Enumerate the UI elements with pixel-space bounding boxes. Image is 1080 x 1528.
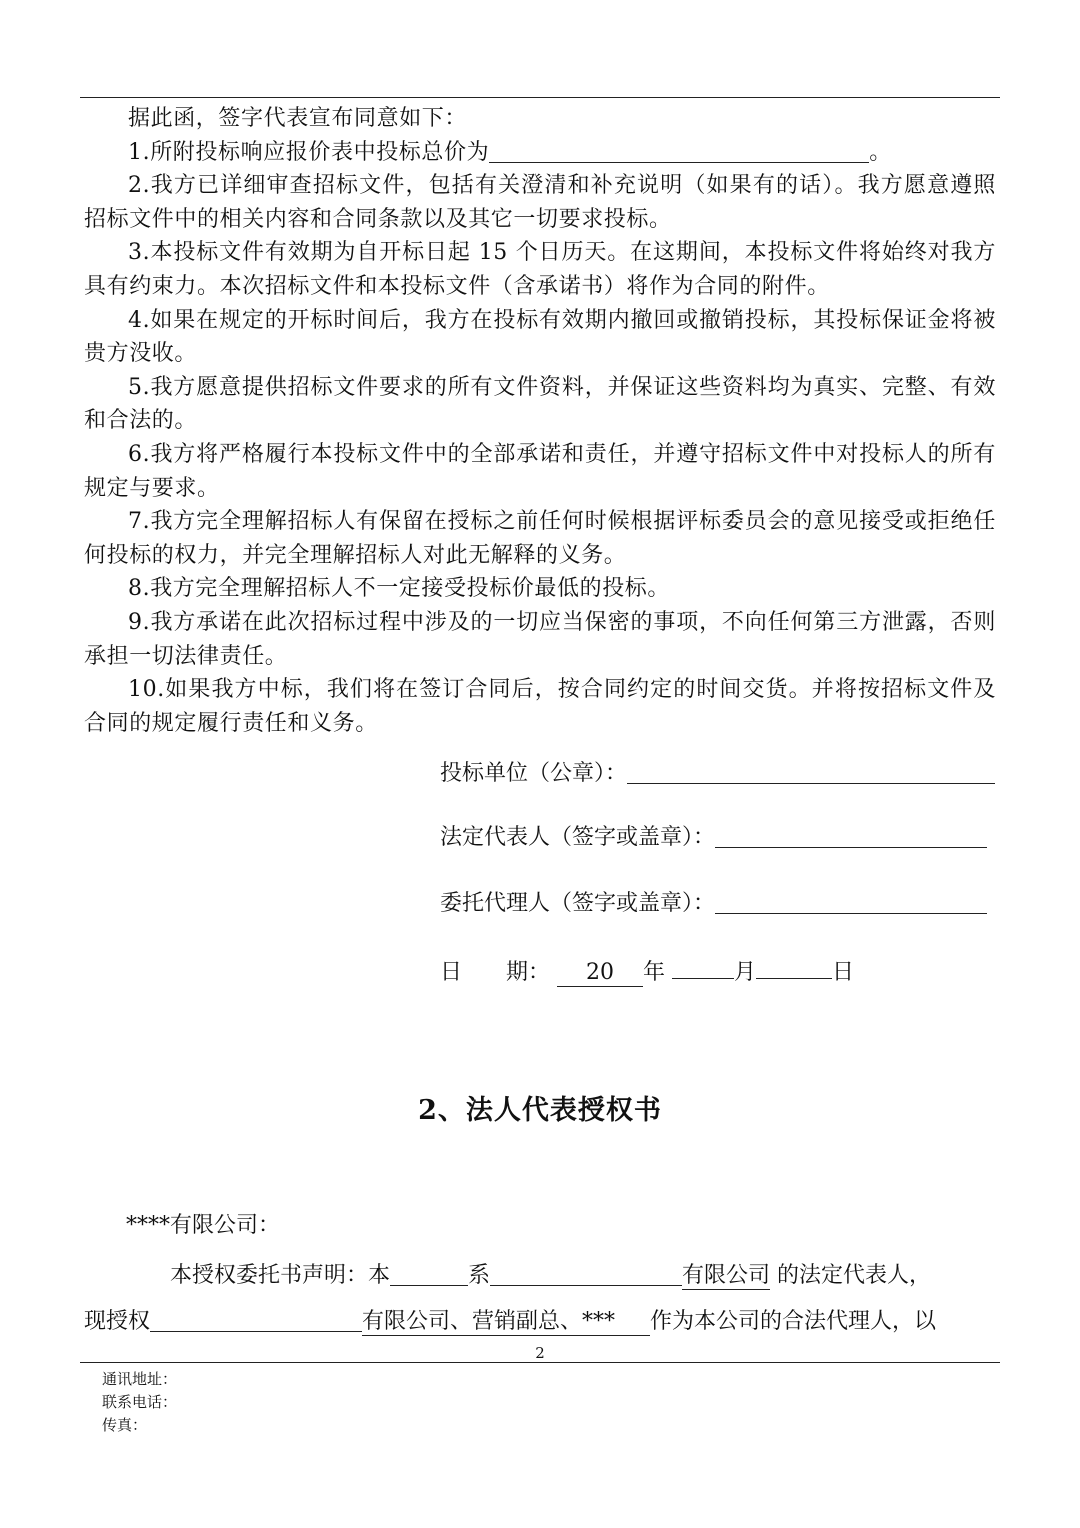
legal-rep-label: 法定代表人（签字或盖章）： <box>440 825 716 850</box>
page-number: 2 <box>535 1344 545 1362</box>
month-field[interactable] <box>672 952 734 979</box>
footer <box>102 1368 177 1437</box>
legal-rep-blank[interactable] <box>715 823 987 848</box>
intro-paragraph: 据此函，签字代表宣布同意如下： <box>128 106 468 131</box>
auth-part2: 系 <box>468 1263 491 1288</box>
day-field[interactable] <box>756 952 832 979</box>
footer-fax: 传真： <box>102 1416 148 1434</box>
company-prefix-blank-2[interactable] <box>150 1307 362 1332</box>
auth-part5: 作为本公司的合法代理人，以 <box>650 1309 937 1334</box>
item-3: 3.本投标文件有效期为自开标日起 15 个日历天。在这期间，本投标文件将始终对我方具有约束力。本次招标文件和本投标文件（含承诺书）将作为合同的附件。 <box>84 240 996 299</box>
year-field[interactable]: 20 <box>557 960 643 987</box>
footer-phone: 联系电话： <box>102 1393 178 1411</box>
date-row <box>440 952 1000 987</box>
footer-address: 通讯地址： <box>102 1370 178 1388</box>
authorization-line-1 <box>170 1258 931 1289</box>
bidder-unit-label: 投标单位（公章）： <box>440 761 628 786</box>
company-prefix-blank[interactable] <box>490 1261 682 1286</box>
bid-letter-body <box>84 102 996 740</box>
company-name-2: 有限公司、营销副总、*** <box>362 1309 616 1334</box>
item-1 <box>84 136 996 170</box>
auth-part3: 的法定代表人， <box>777 1263 932 1288</box>
section-title: 2、法人代表授权书 <box>418 1095 662 1126</box>
item-4: 4.如果在规定的开标时间后，我方在投标有效期内撤回或撤销投标，其投标保证金将被贵方没收。 <box>84 307 996 367</box>
item-8: 8.我方完全理解招标人不一定接受投标价最低的投标。 <box>128 576 670 602</box>
item-1-text: 1.所附投标响应报价表中投标总价为 <box>128 139 490 165</box>
addressee: ****有限公司： <box>126 1213 281 1238</box>
company-name-2-tail <box>615 1309 650 1336</box>
auth-part4: 现授权 <box>84 1309 151 1334</box>
item-9: 9.我方承诺在此次招标过程中涉及的一切应当保密的事项，不向任何第三方泄露，否则承担一切法律责任。 <box>84 609 996 669</box>
bidder-unit-row <box>440 756 1000 787</box>
header-rule <box>80 97 1000 98</box>
item-1-end: 。 <box>869 139 892 165</box>
total-price-blank[interactable] <box>489 138 869 163</box>
company-name-1: 有限公司 <box>682 1263 771 1288</box>
item-10: 10.如果我方中标，我们将在签订合同后，按合同约定的时间交货。并将按招标文件及合同的规定履行责任和义务。 <box>84 677 996 736</box>
authorization-line-2 <box>84 1304 936 1335</box>
date-label: 日 期： <box>440 960 551 985</box>
year-label: 年 <box>643 960 666 985</box>
item-7: 7.我方完全理解招标人有保留在授标之前任何时候根据评标委员会的意见接受或拒绝任何投标的权力，并完全理解招标人对此无解释的义务。 <box>84 509 996 568</box>
footer-rule <box>80 1362 1000 1363</box>
day-label: 日 <box>832 960 855 985</box>
name-blank[interactable] <box>390 1261 468 1286</box>
month-label: 月 <box>734 960 757 985</box>
item-5: 5.我方愿意提供招标文件要求的所有文件资料，并保证这些资料均为真实、完整、有效和合法的。 <box>84 374 996 434</box>
agent-label: 委托代理人（签字或盖章）： <box>440 891 716 916</box>
legal-rep-row <box>440 820 1000 851</box>
bidder-unit-blank[interactable] <box>627 759 995 784</box>
item-6: 6.我方将严格履行本投标文件中的全部承诺和责任，并遵守招标文件中对投标人的所有规定与要求。 <box>84 441 996 501</box>
item-2: 2.我方已详细审查招标文件，包括有关澄清和补充说明（如果有的话）。我方愿意遵照招标文件中的相关内容和合同条款以及其它一切要求投标。 <box>84 173 996 232</box>
agent-blank[interactable] <box>715 889 987 914</box>
agent-row <box>440 886 1000 917</box>
auth-part1: 本授权委托书声明：本 <box>170 1263 391 1288</box>
